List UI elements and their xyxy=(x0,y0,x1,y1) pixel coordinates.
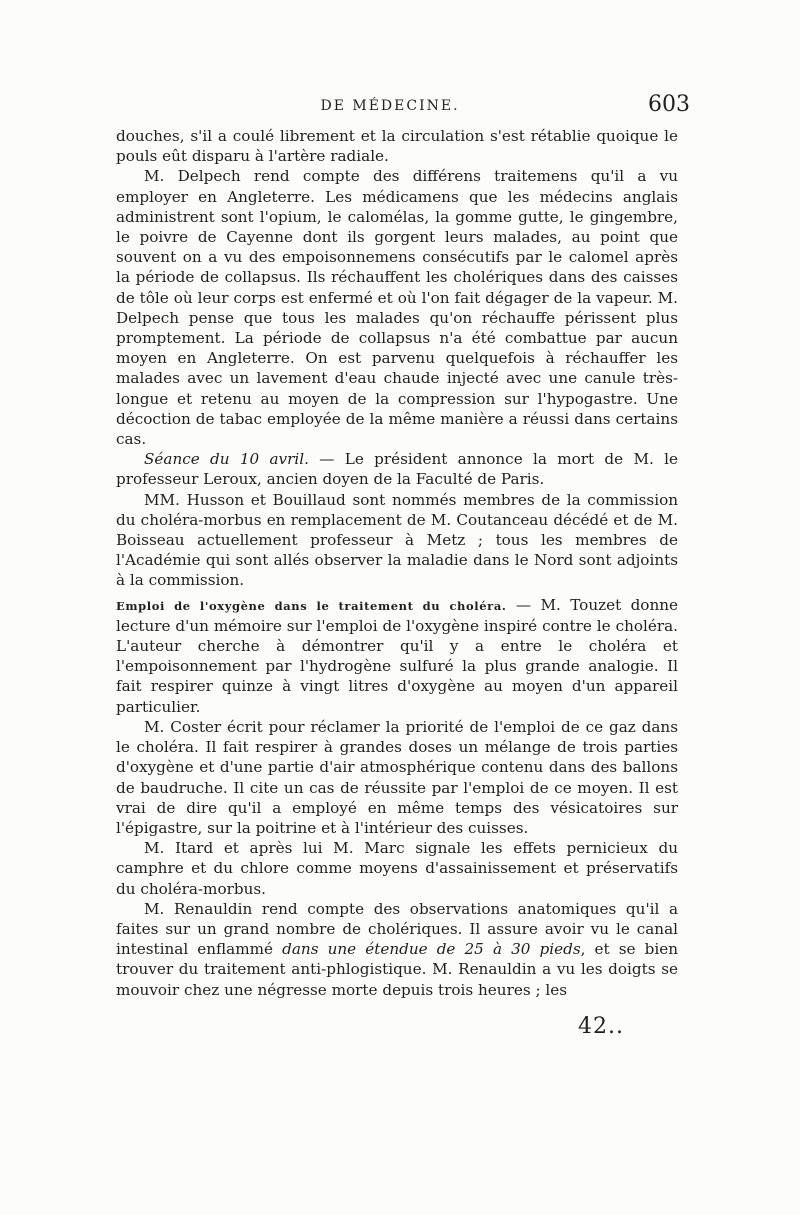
paragraph: M. Coster écrit pour réclamer la priorité de l'emploi de ce gaz dans le choléra. Il fait respirer à grandes doses un mélange de trois parties d'oxygène et d'une partie d'air atmosphérique contenu dans des ballons de baudruche. Il cite un cas de réussite par l'emploi de ce moyen. Il est vrai de dire qu'il a employé en même temps des vésicatoires sur l'épigastre, sur la poitrine et à l'intérieur des cuisses. xyxy=(116,717,678,837)
paragraph-text: — M. Touzet donne lecture d'un mémoire sur l'emploi de l'oxygène inspiré contre le choléra. L'auteur cherche à démontrer qu'il y a entre le choléra et l'empoisonnement par l'hydrogène sulfuré la plus grande analogie. Il fait respirer quinze à vingt litres d'oxygène au moyen d'un appareil particulier. xyxy=(116,595,679,716)
running-title: DE MÉDECINE. xyxy=(320,98,460,114)
paragraph xyxy=(116,899,678,1000)
running-head xyxy=(90,92,690,122)
paragraph-text: M. Renauldin rend compte des observations anatomiques qu'il a faites sur un grand nombre de cholériques. Il assure avoir vu le canal intestinal enflammé xyxy=(116,899,678,959)
paragraph-text: , et se bien trouver du traitement anti-phlogistique. M. Renauldin a vu les doigts se mouvoir chez une négresse morte depuis trois heures ; les xyxy=(116,940,678,999)
signature-mark: 42.. xyxy=(578,1014,624,1039)
paragraph: douches, s'il a coulé librement et la circulation s'est rétablie quoique le pouls eût disparu à l'artère radiale. xyxy=(116,127,678,166)
session-date: Séance du 10 avril. xyxy=(144,450,309,469)
paragraph: M. Delpech rend compte des différens traitemens qu'il a vu employer en Angleterre. Les médicamens que les médecins anglais administrent sont l'opium, le calomélas, la gomme gutte, le gingembre, le poivre de Cayenne dont ils gorgent leurs malades, au point que souvent on a vu des empoisonnemens consécutifs par le calomel après la période de collapsus. Ils réchauffent les cholériques dans des caisses de tôle où leur corps est enfermé et où l'on fait dégager de la vapeur. M. Delpech pense que tous les malades qu'on réchauffe périssent plus promptement. La période de collapsus n'a été combattue par aucun moyen en Angleterre. On est parvenu quelquefois à réchauffer les malades avec un lavement d'eau chaude injecté avec une canule très-longue et retenu au moyen de la compression sur l'hypogastre. Une décoction de tabac employée de la même manière a réussi dans certains cas. xyxy=(116,167,678,449)
section-heading: Emploi de l'oxygène dans le traitement du choléra. xyxy=(116,598,507,613)
italic-phrase: dans une étendue de 25 à 30 pieds xyxy=(282,940,581,959)
paragraph xyxy=(116,449,678,489)
body-text xyxy=(116,126,678,1000)
page-number: 603 xyxy=(648,92,690,117)
paragraph: M. Itard et après lui M. Marc signale les effets pernicieux du camphre et du chlore comme moyens d'assainissement et préservatifs du choléra-morbus. xyxy=(116,839,678,898)
paragraph: MM. Husson et Bouillaud sont nommés membres de la commission du choléra-morbus en remplacement de M. Coutanceau décédé et de M. Boisseau actuellement professeur à Metz ; tous les membres de l'Académie qui sont allés observer la maladie dans le Nord sont adjoints à la commission. xyxy=(116,490,678,590)
paragraph-text: — Le président annonce la mort de M. le professeur Leroux, ancien doyen de la Faculté de Paris. xyxy=(116,450,678,489)
paragraph xyxy=(116,595,678,717)
